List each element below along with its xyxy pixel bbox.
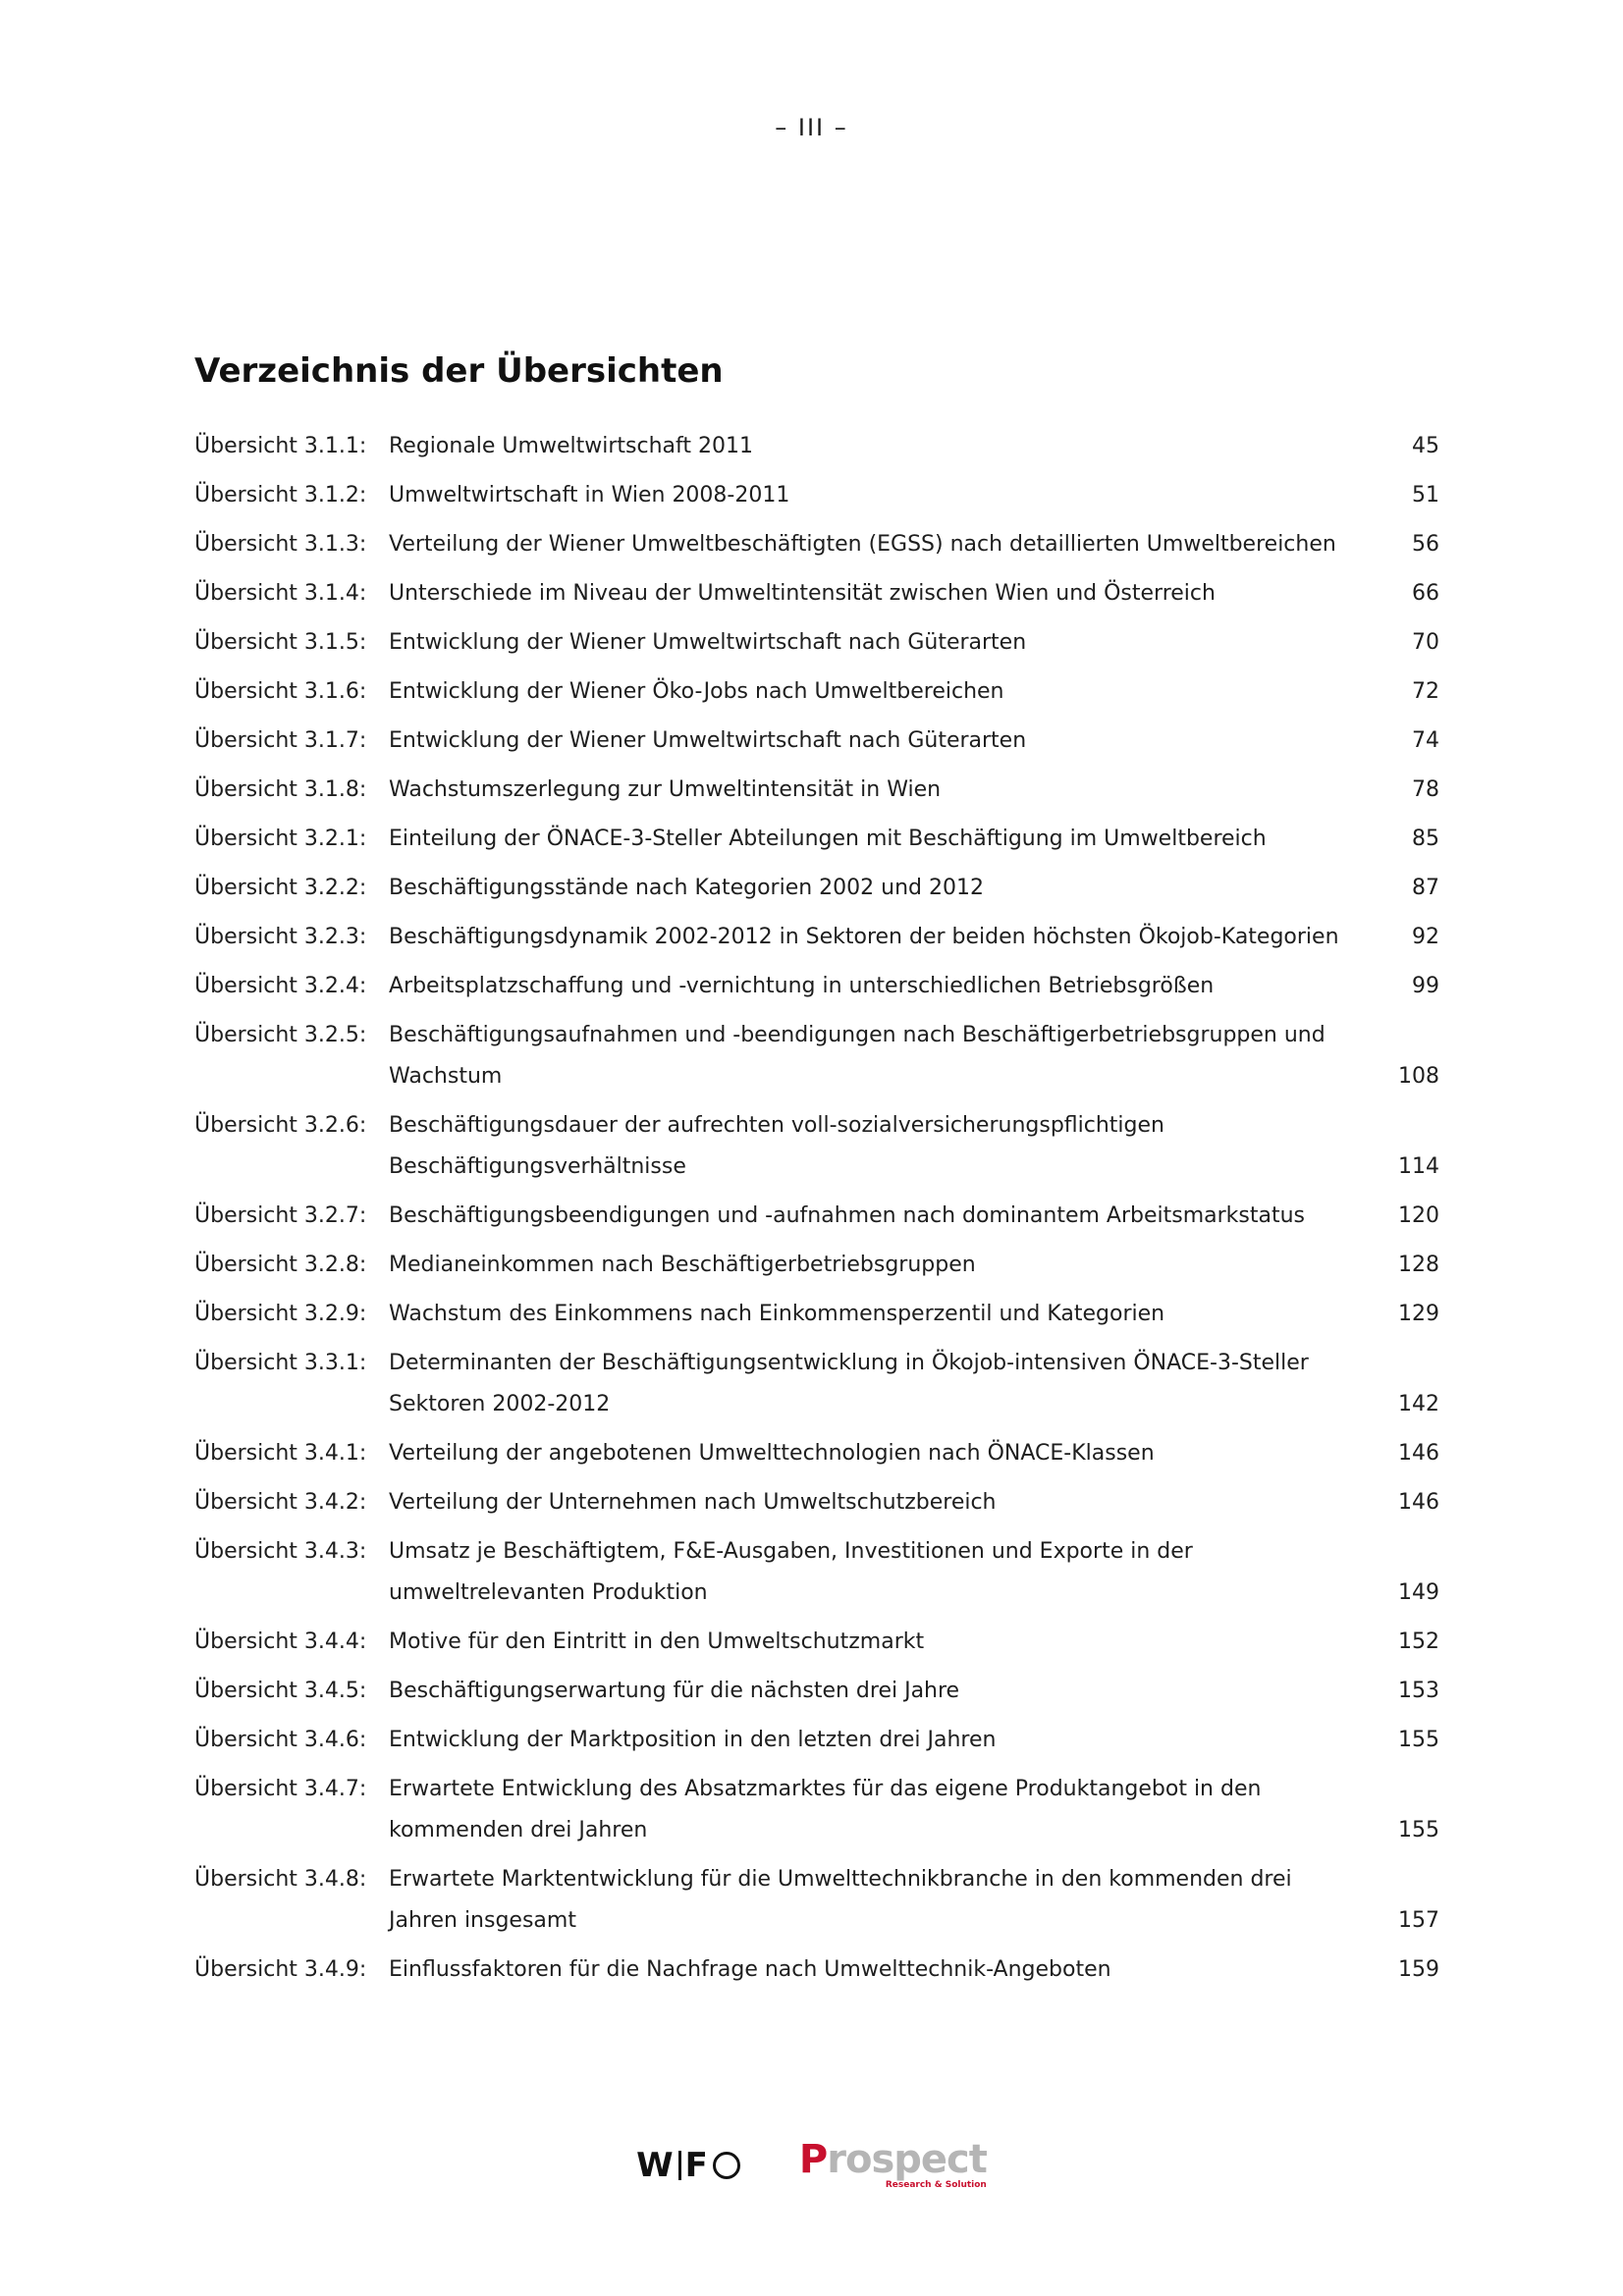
toc-entry xyxy=(194,1433,1439,1474)
toc-entry xyxy=(194,1482,1439,1523)
toc-entry-label: Übersicht 3.4.5: xyxy=(194,1679,367,1703)
toc-entry-title: Wachstum des Einkommens nach Einkommensperzentil und Kategorien xyxy=(389,1302,1165,1326)
toc-entry-page: 155 xyxy=(1398,1818,1439,1842)
toc-entry xyxy=(194,573,1439,614)
toc-entry xyxy=(194,770,1439,811)
toc-entry-page: 56 xyxy=(1412,532,1439,557)
toc-entry xyxy=(194,1343,1439,1425)
toc-entry-page: 70 xyxy=(1412,630,1439,655)
toc-entry-title: Entwicklung der Wiener Umweltwirtschaft nach Güterarten xyxy=(389,728,1027,753)
toc-entry-title: Medianeinkommen nach Beschäftigerbetriebsgruppen xyxy=(389,1253,976,1277)
toc-entry-page: 146 xyxy=(1398,1441,1439,1466)
toc-entry-page: 114 xyxy=(1398,1154,1439,1179)
toc-entry-title: Beschäftigungserwartung für die nächsten drei Jahre xyxy=(389,1679,960,1703)
toc-entry xyxy=(194,1622,1439,1663)
toc-entry-label: Übersicht 3.1.1: xyxy=(194,434,367,458)
toc-entry-label: Übersicht 3.2.8: xyxy=(194,1253,367,1277)
toc-entry xyxy=(194,475,1439,516)
toc-entry-title: Entwicklung der Wiener Umweltwirtschaft nach Güterarten xyxy=(389,630,1027,655)
toc-entry-label: Übersicht 3.2.2: xyxy=(194,876,367,900)
toc-entry-page: 72 xyxy=(1412,679,1439,704)
toc-entry xyxy=(194,671,1439,713)
toc-entry-page: 74 xyxy=(1412,728,1439,753)
toc-entry-label: Übersicht 3.2.7: xyxy=(194,1203,367,1228)
toc-entry xyxy=(194,1245,1439,1286)
toc-entry-title: Erwartete Marktentwicklung für die Umwelttechnikbranche in den kommenden drei Jahren insgesamt xyxy=(389,1867,1292,1933)
toc-entry-label: Übersicht 3.4.2: xyxy=(194,1490,367,1515)
toc-entry-label: Übersicht 3.4.9: xyxy=(194,1957,367,1982)
toc-entry xyxy=(194,966,1439,1007)
toc-entry-label: Übersicht 3.2.3: xyxy=(194,925,367,949)
toc-entry xyxy=(194,1015,1439,1097)
toc-entry-title: Verteilung der angebotenen Umwelttechnologien nach ÖNACE-Klassen xyxy=(389,1441,1155,1466)
toc-entry xyxy=(194,819,1439,860)
toc-entry-title: Unterschiede im Niveau der Umweltintensität zwischen Wien und Österreich xyxy=(389,581,1216,606)
toc-entry-page: 155 xyxy=(1398,1728,1439,1752)
toc-entry xyxy=(194,1105,1439,1188)
footer-logos xyxy=(0,2137,1623,2190)
toc-entry-label: Übersicht 3.4.7: xyxy=(194,1777,367,1801)
toc-entry xyxy=(194,1294,1439,1335)
toc-entry-title: Entwicklung der Wiener Öko-Jobs nach Umweltbereichen xyxy=(389,679,1004,704)
toc-entry-page: 129 xyxy=(1398,1302,1439,1326)
page-title: Verzeichnis der Übersichten xyxy=(194,351,724,391)
toc-entry xyxy=(194,868,1439,909)
toc-entry-title: Verteilung der Wiener Umweltbeschäftigten (EGSS) nach detaillierten Umweltbereichen xyxy=(389,532,1336,557)
toc-entry-title: Erwartete Entwicklung des Absatzmarktes für das eigene Produktangebot in den kommenden drei Jahren xyxy=(389,1777,1262,1842)
toc-entry xyxy=(194,1671,1439,1712)
toc-entry-page: 120 xyxy=(1398,1203,1439,1228)
toc-entry-title: Entwicklung der Marktposition in den letzten drei Jahren xyxy=(389,1728,997,1752)
toc-entry-title: Beschäftigungsdynamik 2002-2012 in Sektoren der beiden höchsten Ökojob-Kategorien xyxy=(389,925,1339,949)
toc-entry-label: Übersicht 3.1.5: xyxy=(194,630,367,655)
toc-entry-title: Umweltwirtschaft in Wien 2008-2011 xyxy=(389,483,790,507)
toc-entry-title: Regionale Umweltwirtschaft 2011 xyxy=(389,434,753,458)
toc-entry-page: 78 xyxy=(1412,777,1439,802)
toc-entry-label: Übersicht 3.1.4: xyxy=(194,581,367,606)
toc-entry-page: 45 xyxy=(1412,434,1439,458)
toc-entry-page: 152 xyxy=(1398,1629,1439,1654)
toc-entry-label: Übersicht 3.2.9: xyxy=(194,1302,367,1326)
toc-entry-label: Übersicht 3.4.4: xyxy=(194,1629,367,1654)
toc-entry-page: 149 xyxy=(1398,1580,1439,1605)
toc-entry xyxy=(194,1949,1439,1991)
toc-entry-title: Beschäftigungsaufnahmen und -beendigungen nach Beschäftigerbetriebsgruppen und Wachstum xyxy=(389,1023,1325,1089)
toc-entry-title: Umsatz je Beschäftigtem, F&E-Ausgaben, Investitionen und Exporte in der umweltrelevanten Produktion xyxy=(389,1539,1193,1605)
toc-entry-label: Übersicht 3.4.1: xyxy=(194,1441,367,1466)
page-number: – III – xyxy=(775,114,848,141)
toc-entry-label: Übersicht 3.2.1: xyxy=(194,827,367,851)
toc-entry-label: Übersicht 3.1.8: xyxy=(194,777,367,802)
toc-entry xyxy=(194,524,1439,565)
toc-entry-title: Wachstumszerlegung zur Umweltintensität in Wien xyxy=(389,777,942,802)
toc-entry-title: Verteilung der Unternehmen nach Umweltschutzbereich xyxy=(389,1490,997,1515)
toc-entry-title: Einteilung der ÖNACE-3-Steller Abteilungen mit Beschäftigung im Umweltbereich xyxy=(389,827,1267,851)
toc-entry-title: Motive für den Eintritt in den Umweltschutzmarkt xyxy=(389,1629,925,1654)
toc-entry-page: 146 xyxy=(1398,1490,1439,1515)
toc-entry-page: 92 xyxy=(1412,925,1439,949)
prospect-logo: Prospect Research & Solution xyxy=(798,2137,987,2190)
toc-entry-label: Übersicht 3.1.3: xyxy=(194,532,367,557)
toc-entry-label: Übersicht 3.1.6: xyxy=(194,679,367,704)
toc-entry-label: Übersicht 3.1.7: xyxy=(194,728,367,753)
toc-entry-title: Arbeitsplatzschaffung und -vernichtung in unterschiedlichen Betriebsgrößen xyxy=(389,974,1215,998)
toc-entry-label: Übersicht 3.4.8: xyxy=(194,1867,367,1892)
toc-entry-page: 142 xyxy=(1398,1392,1439,1416)
toc-entry-title: Beschäftigungsbeendigungen und -aufnahmen nach dominantem Arbeitsmarkstatus xyxy=(389,1203,1306,1228)
toc-entry-page: 108 xyxy=(1398,1064,1439,1089)
toc-entry xyxy=(194,426,1439,467)
toc-entry-label: Übersicht 3.4.6: xyxy=(194,1728,367,1752)
toc-entry-title: Beschäftigungsdauer der aufrechten voll-sozialversicherungspflichtigen Beschäftigungsverhältnisse xyxy=(389,1113,1164,1179)
toc-entry-label: Übersicht 3.2.4: xyxy=(194,974,367,998)
toc-entry xyxy=(194,1196,1439,1237)
toc-entry-page: 51 xyxy=(1412,483,1439,507)
toc-entry-label: Übersicht 3.3.1: xyxy=(194,1351,367,1375)
toc-entry xyxy=(194,1720,1439,1761)
toc-entry-page: 157 xyxy=(1398,1908,1439,1933)
toc-entry xyxy=(194,622,1439,664)
toc-entry xyxy=(194,1769,1439,1851)
toc-entry-label: Übersicht 3.2.5: xyxy=(194,1023,367,1047)
toc-entry-page: 87 xyxy=(1412,876,1439,900)
table-of-contents xyxy=(194,426,1439,1999)
toc-entry-label: Übersicht 3.4.3: xyxy=(194,1539,367,1564)
toc-entry xyxy=(194,917,1439,958)
toc-entry xyxy=(194,1531,1439,1614)
toc-entry-title: Determinanten der Beschäftigungsentwicklung in Ökojob-intensiven ÖNACE-3-Steller Sektoren 2002-2012 xyxy=(389,1351,1309,1416)
wifo-logo: W F xyxy=(636,2146,740,2185)
toc-entry-page: 128 xyxy=(1398,1253,1439,1277)
toc-entry-page: 66 xyxy=(1412,581,1439,606)
toc-entry-page: 153 xyxy=(1398,1679,1439,1703)
toc-entry xyxy=(194,721,1439,762)
toc-entry-label: Übersicht 3.1.2: xyxy=(194,483,367,507)
toc-entry-title: Beschäftigungsstände nach Kategorien 2002 und 2012 xyxy=(389,876,984,900)
toc-entry xyxy=(194,1859,1439,1942)
toc-entry-label: Übersicht 3.2.6: xyxy=(194,1113,367,1138)
toc-entry-page: 159 xyxy=(1398,1957,1439,1982)
toc-entry-title: Einflussfaktoren für die Nachfrage nach Umwelttechnik-Angeboten xyxy=(389,1957,1111,1982)
toc-entry-page: 99 xyxy=(1412,974,1439,998)
toc-entry-page: 85 xyxy=(1412,827,1439,851)
